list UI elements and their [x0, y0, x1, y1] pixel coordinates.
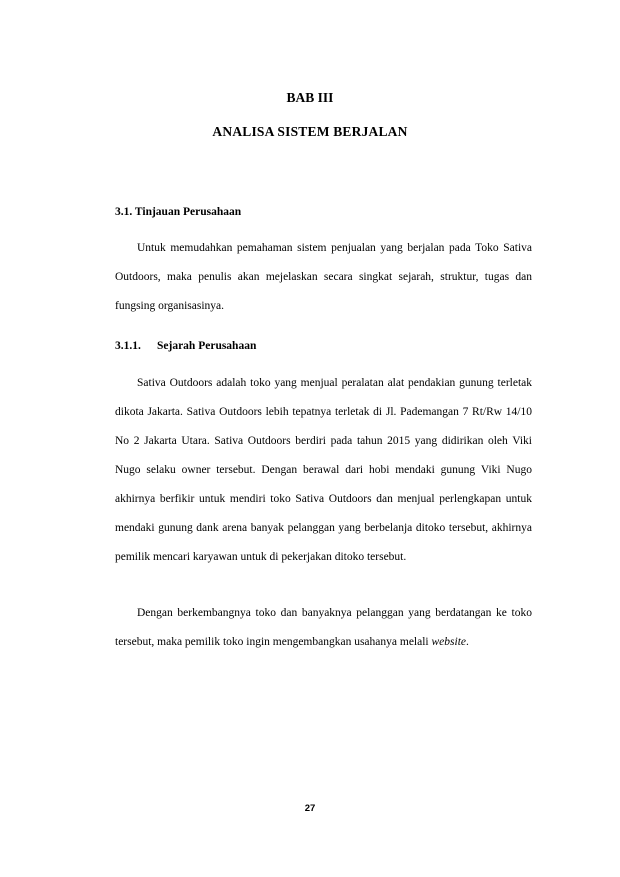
subsection-number: 3.1.1. — [115, 340, 141, 352]
page-number: 27 — [304, 803, 316, 814]
history-paragraph-2-text: Dengan berkembangnya toko dan banyaknya pelanggan yang berdatangan ke toko tersebut, maka pemilik toko ingin mengembangkan usahanya melali — [115, 607, 532, 648]
website-term: website — [431, 636, 466, 648]
history-paragraph-2-end: . — [466, 636, 469, 648]
history-paragraph-1: Sativa Outdoors adalah toko yang menjual peralatan alat pendakian gunung terletak dikota Jakarta. Sativa Outdoors lebih tepatnya terletak di Jl. Pademangan 7 Rt/Rw 14/10 No 2 Jakarta Utara. Sativa Outdoors berdiri pada tahun 2015 yang didirikan oleh Viki Nugo selaku owner tersebut. Dengan berawal dari hobi mendaki gunung Viki Nugo akhirnya berfikir untuk mendiri toko Sativa Outdoors dan menjual perlengkapan untuk mendaki gunung dank arena banyak pelanggan yang berbelanja ditoko tersebut, akhirnya pemilik mencari karyawan untuk di pekerjakan ditoko tersebut. — [115, 377, 532, 563]
subsection-title: Sejarah Perusahaan — [157, 340, 257, 352]
section-intro-paragraph: Untuk memudahkan pemahaman sistem penjualan yang berjalan pada Toko Sativa Outdoors, maka penulis akan mejelaskan secara singkat sejarah, struktur, tugas dan fungsing organisasinya. — [115, 242, 532, 312]
chapter-number: BAB III — [286, 90, 334, 105]
section-heading: 3.1. Tinjauan Perusahaan — [115, 206, 242, 218]
subsection-heading — [115, 340, 256, 352]
chapter-title: ANALISA SISTEM BERJALAN — [212, 124, 408, 139]
history-paragraph-2 — [115, 599, 532, 657]
